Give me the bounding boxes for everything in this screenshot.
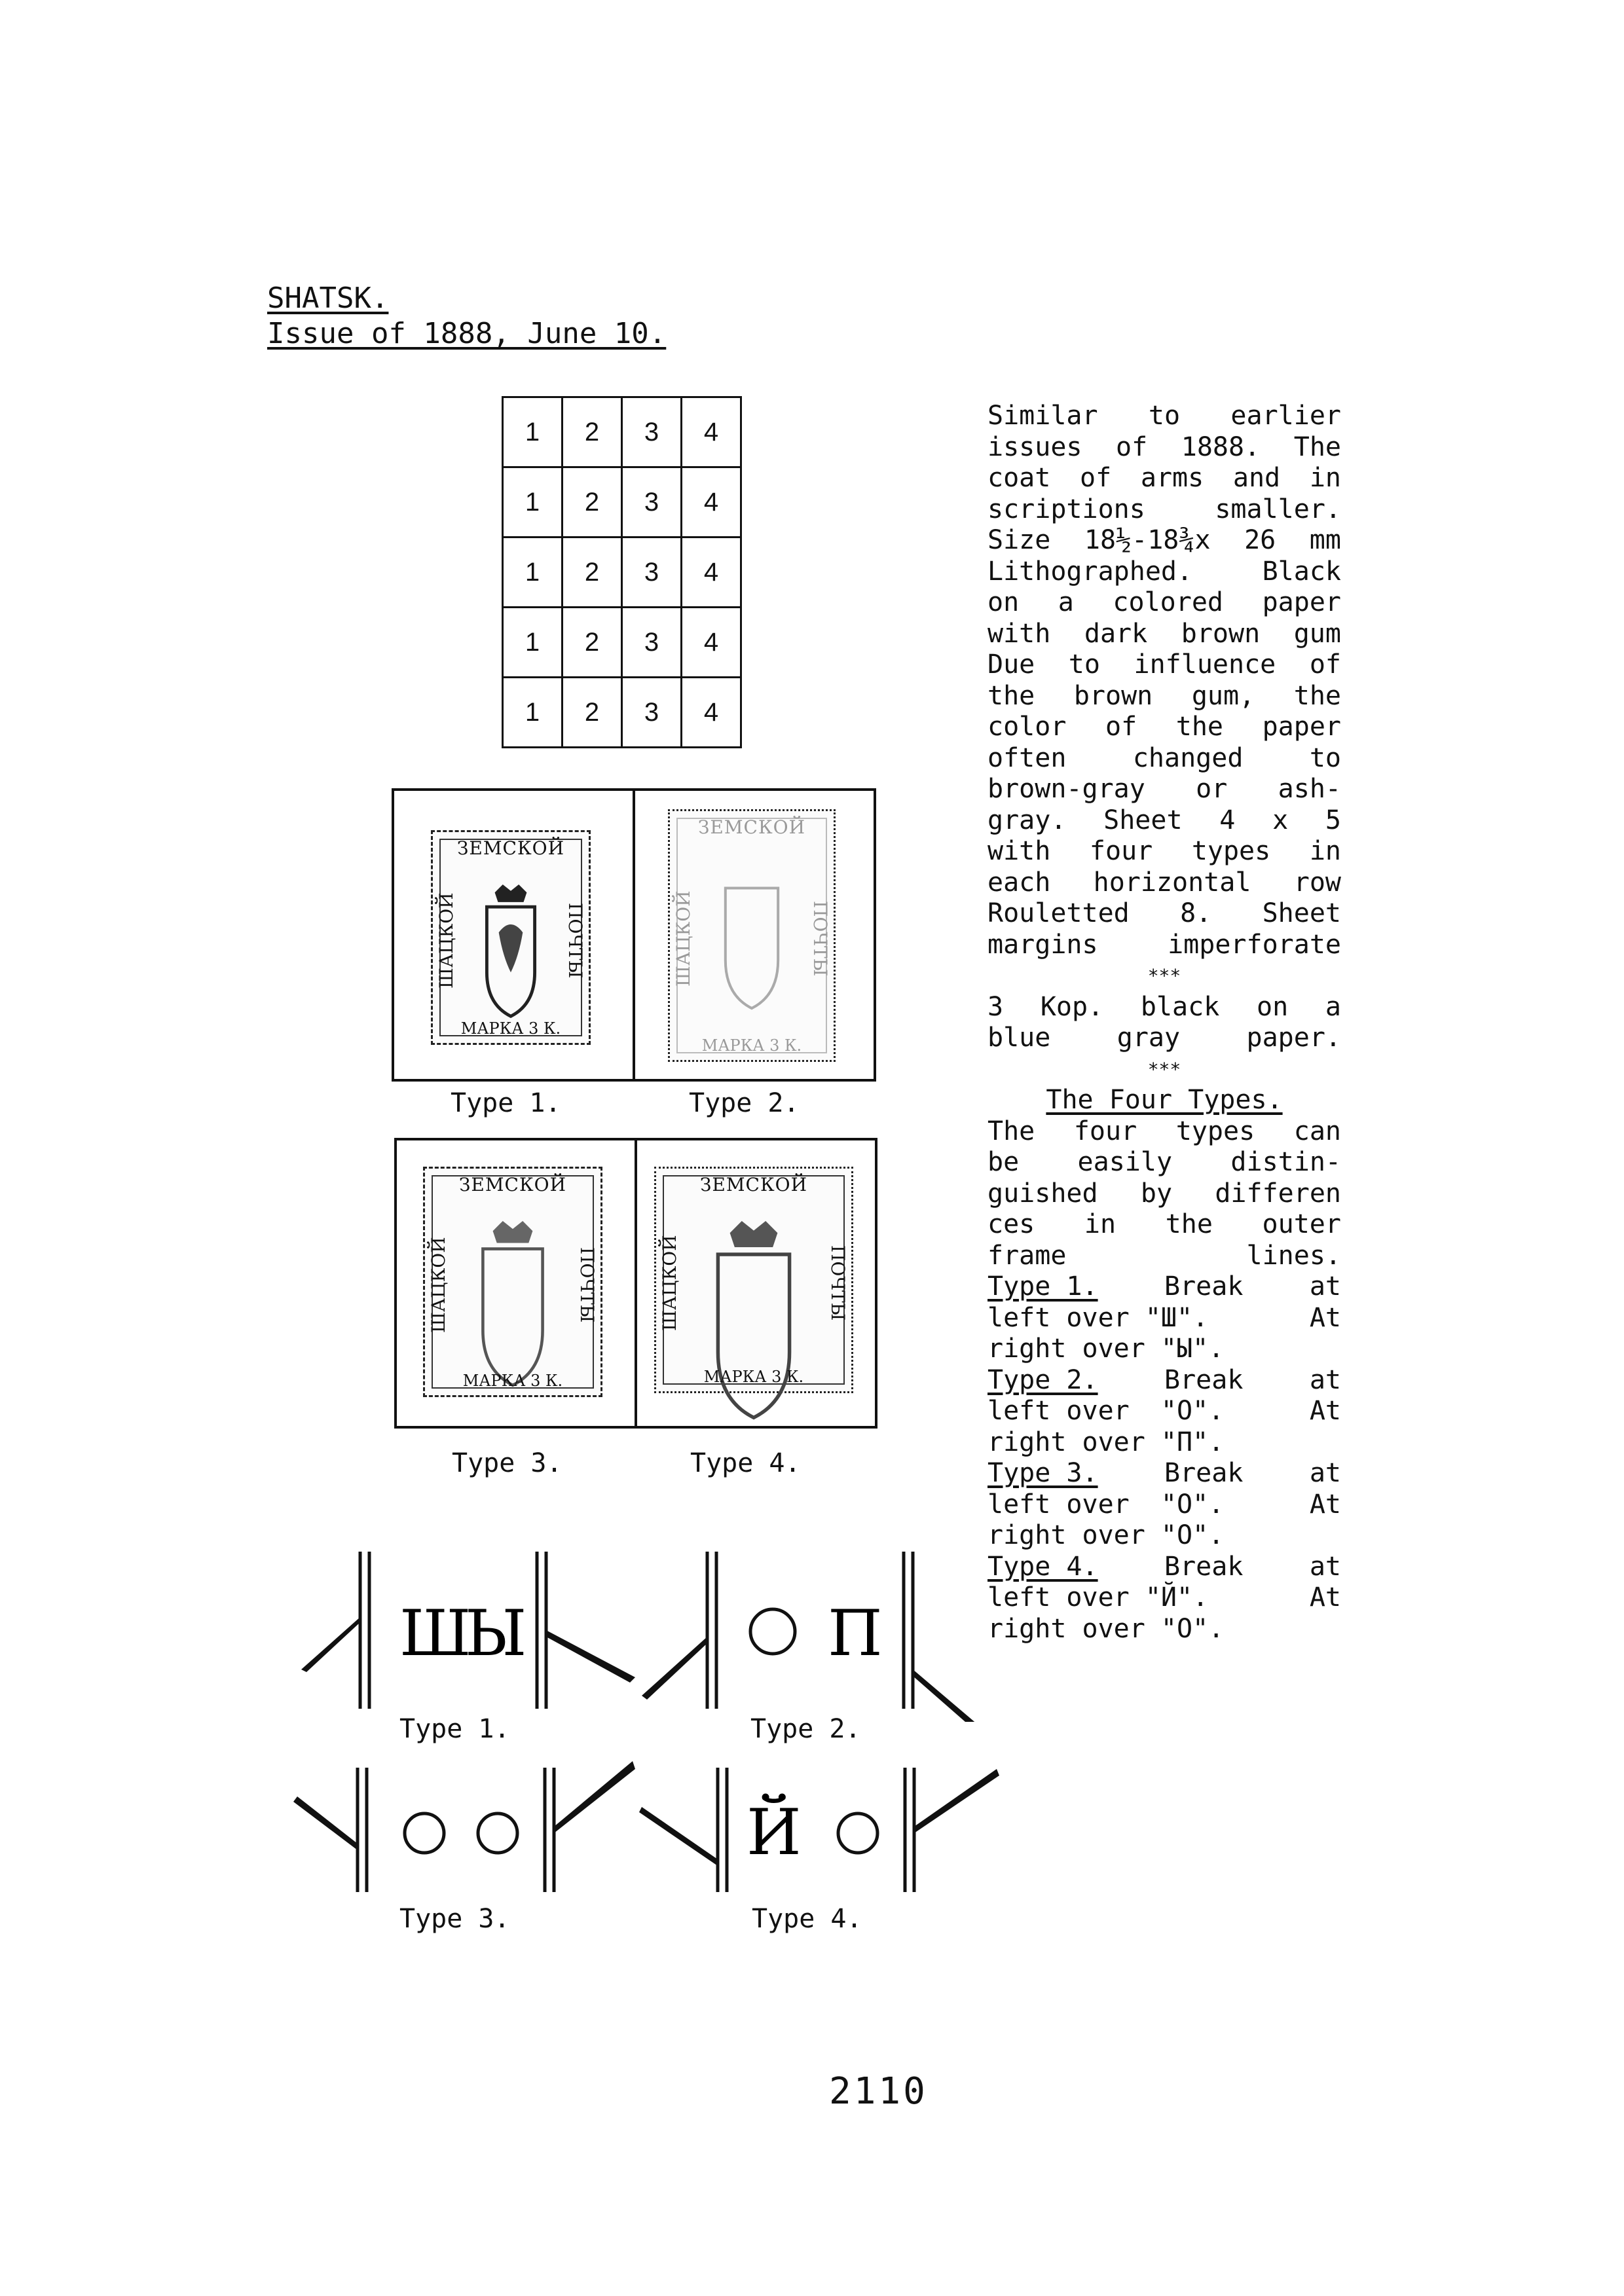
word: easily: [1077, 1147, 1173, 1177]
page-number: 2110: [829, 2070, 928, 2113]
description-line: [987, 867, 1341, 899]
coat-of-arms-icon: [708, 864, 796, 1013]
word: brown-gray: [987, 774, 1145, 804]
word: 8.: [1180, 898, 1212, 928]
word: each: [987, 867, 1051, 898]
word: black: [1140, 991, 1220, 1022]
stamp-image-type-3: [397, 1140, 635, 1426]
word: the: [987, 680, 1035, 711]
word: paper.: [1246, 1023, 1341, 1053]
word: scriptions: [987, 494, 1145, 524]
word: with: [987, 836, 1051, 866]
word: gray.: [987, 805, 1067, 835]
type-1-line-1: [987, 1271, 1341, 1303]
word: left over "Й".: [987, 1582, 1209, 1613]
stamp-bottom-text: МАРКА 3 К.: [460, 1019, 561, 1038]
sheet-layout-cell: 1: [503, 397, 563, 467]
description-line: [987, 898, 1341, 930]
word: or: [1196, 774, 1228, 804]
sheet-layout-row: [503, 397, 741, 467]
description-line: [987, 930, 1341, 961]
sheet-layout-cell: 4: [682, 678, 741, 748]
sheet-layout-row: [503, 678, 741, 748]
value-text: [987, 992, 1341, 1054]
word: horizontal: [1093, 867, 1251, 898]
word: in: [1309, 463, 1341, 493]
word: 4: [1219, 805, 1236, 835]
sheet-layout-cell: 2: [563, 397, 622, 467]
sheet-layout-cell: 2: [563, 608, 622, 678]
sheet-layout-cell: 1: [503, 538, 563, 608]
glyph-type2-right: П: [828, 1597, 883, 1670]
word: Break: [1164, 1364, 1244, 1395]
type-4-line-1: [987, 1552, 1341, 1583]
word: ash-: [1278, 774, 1341, 804]
sheet-layout-cell: 4: [682, 538, 741, 608]
word: with: [987, 618, 1051, 649]
word: the: [1175, 712, 1223, 742]
word: The: [987, 1116, 1035, 1146]
word: 3: [987, 991, 1004, 1022]
word: types: [1175, 1116, 1255, 1146]
description-line: [987, 587, 1341, 619]
word: to: [1309, 742, 1341, 773]
description-line: [987, 401, 1341, 432]
word: changed: [1132, 742, 1244, 773]
word: a: [1058, 587, 1074, 617]
word: At: [1309, 1396, 1341, 1426]
word: influence: [1134, 649, 1276, 680]
stamp-left-text: ШАЦКОЙ: [435, 892, 457, 989]
intro-line: [987, 1178, 1341, 1210]
coat-of-arms-icon: [463, 1221, 563, 1390]
word: brown: [1073, 680, 1153, 711]
word: left over "О".: [987, 1396, 1225, 1426]
word: paper: [1262, 712, 1341, 742]
stamp-left-text: ШАЦКОЙ: [673, 890, 694, 987]
word: of: [1105, 712, 1137, 742]
word: 26: [1244, 525, 1276, 555]
type-2-line-2: [987, 1396, 1341, 1427]
stamp-top-text: ЗЕМСКОЙ: [458, 1174, 567, 1195]
word: frame: [987, 1240, 1067, 1271]
word: ces: [987, 1209, 1035, 1239]
description-line: [987, 805, 1341, 837]
word: at: [1309, 1364, 1341, 1395]
sheet-layout-cell: 1: [503, 608, 563, 678]
word: at: [1309, 1458, 1341, 1488]
sheet-layout-cell: 3: [622, 467, 682, 538]
caption-type-2: Type 2.: [689, 1088, 800, 1118]
coat-of-arms-icon: [471, 884, 551, 1020]
word: coat: [987, 463, 1051, 493]
word: four: [1073, 1116, 1137, 1146]
word: At: [1309, 1489, 1341, 1520]
word: can: [1293, 1116, 1341, 1146]
word: arms: [1140, 463, 1204, 493]
stamp-right-text: ПОЧТЫ: [809, 901, 831, 977]
type-4-line-3: right over "О".: [987, 1613, 1225, 1644]
word: Break: [1164, 1271, 1244, 1302]
intro-line: [987, 1147, 1341, 1178]
sheet-layout-cell: 2: [563, 678, 622, 748]
type-3-line-3: right over "О".: [987, 1520, 1225, 1550]
caption-type-4: Type 4.: [690, 1448, 801, 1478]
word: Sheet: [1262, 898, 1341, 928]
word: in: [1309, 836, 1341, 866]
word: Kop.: [1040, 991, 1104, 1022]
sheet-layout-cell: 3: [622, 678, 682, 748]
sheet-layout-cell: 1: [503, 678, 563, 748]
stamp-bottom-text: МАРКА 3 К.: [703, 1368, 804, 1386]
sheet-layout-row: [503, 467, 741, 538]
word: earlier: [1230, 401, 1341, 431]
word: dark: [1084, 618, 1148, 649]
value-line: [987, 1023, 1341, 1054]
word: issues: [987, 431, 1082, 462]
stamp-image-type-4: [635, 1140, 875, 1426]
caption-type-1: Type 1.: [451, 1088, 561, 1118]
word: on: [987, 587, 1020, 617]
word: of: [1116, 431, 1148, 462]
description-line: [987, 712, 1341, 743]
word: At: [1309, 1302, 1341, 1333]
word: At: [1309, 1582, 1341, 1613]
word: at: [1309, 1551, 1341, 1582]
sheet-layout-cell: 4: [682, 397, 741, 467]
word: by: [1140, 1178, 1173, 1209]
stamp-image-type-2: [633, 791, 874, 1079]
word: row: [1293, 867, 1341, 898]
four-types-heading: The Four Types.: [1046, 1085, 1283, 1115]
word: color: [987, 712, 1067, 742]
stamp-top-text: ЗЕМСКОЙ: [699, 1174, 808, 1195]
word: Break: [1164, 1458, 1244, 1488]
sheet-layout-cell: 3: [622, 397, 682, 467]
stamp-image-type-1: [394, 791, 633, 1079]
description-column: [987, 401, 1341, 1645]
type-4-line-2: [987, 1582, 1341, 1614]
type-label: Type 2.: [987, 1364, 1098, 1395]
sheet-layout-row: [503, 608, 741, 678]
word: of: [1309, 649, 1341, 680]
intro-line: [987, 1241, 1341, 1272]
description-line: [987, 556, 1341, 588]
coat-of-arms-icon: [694, 1221, 813, 1423]
type-1-line-2: [987, 1303, 1341, 1334]
word: Black: [1262, 556, 1341, 587]
description-line: [987, 463, 1341, 494]
word: the: [1165, 1209, 1213, 1239]
glyph-type4-left: Й: [747, 1796, 802, 1869]
glyph-type1-left: Ш: [399, 1597, 471, 1670]
detail-caption-type-2: Type 2.: [750, 1714, 861, 1744]
description-line: [987, 681, 1341, 712]
word: mm: [1309, 525, 1341, 555]
description-line: [987, 774, 1341, 805]
word: imperforate: [1168, 929, 1341, 960]
description-line: [987, 494, 1341, 526]
word: gray: [1116, 1023, 1181, 1053]
word: paper: [1262, 587, 1341, 617]
sheet-layout-cell: 1: [503, 467, 563, 538]
detail-caption-type-3: Type 3.: [399, 1904, 510, 1934]
word: and: [1232, 463, 1281, 493]
stamp-top-text: ЗЕМСКОЙ: [456, 837, 565, 859]
word: four: [1089, 836, 1153, 866]
word: Sheet: [1103, 805, 1183, 835]
four-types-intro: [987, 1116, 1341, 1272]
separator: ***: [1147, 965, 1181, 987]
word: 5: [1325, 805, 1341, 835]
description-text: [987, 401, 1341, 960]
stamp-left-text: ШАЦКОЙ: [428, 1237, 449, 1334]
value-line: [987, 992, 1341, 1023]
word: on: [1257, 991, 1289, 1022]
separator: ***: [1147, 1058, 1181, 1080]
word: Size: [987, 525, 1051, 555]
word: Due: [987, 649, 1035, 680]
frame-break-diagram-types-1-2: [288, 1532, 1008, 1722]
stamp-right-text: ПОЧТЫ: [564, 903, 586, 979]
word: gum: [1293, 618, 1341, 649]
sheet-layout-cell: 3: [622, 538, 682, 608]
word: Lithographed.: [987, 556, 1193, 587]
sheet-layout-cell: 2: [563, 467, 622, 538]
sheet-layout-cell: 3: [622, 608, 682, 678]
description-line: [987, 649, 1341, 681]
stamp-panel-top: [392, 788, 876, 1082]
word: Similar: [987, 401, 1098, 431]
word: smaller.: [1215, 494, 1341, 524]
word: brown: [1181, 618, 1261, 649]
type-3-line-1: [987, 1458, 1341, 1489]
word: The: [1293, 431, 1341, 462]
type-descriptions: [987, 1271, 1341, 1645]
intro-line: [987, 1116, 1341, 1148]
word: of: [1080, 463, 1112, 493]
detail-caption-type-4: Type 4.: [752, 1904, 862, 1934]
stamp-bottom-text: МАРКА 3 К.: [701, 1036, 802, 1055]
four-types-heading-row: [987, 1085, 1341, 1116]
detail-caption-type-1: Type 1.: [399, 1714, 510, 1744]
sheet-layout-cell: 4: [682, 467, 741, 538]
word: the: [1293, 680, 1341, 711]
word: be: [987, 1147, 1020, 1177]
word: left over "О".: [987, 1489, 1225, 1520]
word: to: [1148, 401, 1181, 431]
frame-break-diagram-types-3-4: [288, 1741, 1008, 1905]
stamp-left-text: ШАЦКОЙ: [659, 1235, 680, 1332]
intro-line: [987, 1209, 1341, 1241]
type-3-line-2: [987, 1489, 1341, 1521]
caption-type-3: Type 3.: [452, 1448, 563, 1478]
word: guished: [987, 1178, 1098, 1209]
sheet-layout-grid: [502, 396, 742, 748]
word: 1888.: [1181, 431, 1261, 462]
type-label: Type 4.: [987, 1551, 1098, 1582]
description-line: [987, 836, 1341, 867]
stamp-bottom-text: МАРКА 3 К.: [462, 1372, 563, 1390]
stamp-panel-bottom: [394, 1138, 877, 1429]
word: Rouletted: [987, 898, 1130, 928]
type-label: Type 1.: [987, 1271, 1098, 1302]
word: blue: [987, 1023, 1051, 1053]
word: often: [987, 742, 1067, 773]
sheet-layout-cell: 2: [563, 538, 622, 608]
word: lines.: [1246, 1240, 1341, 1271]
section-title: SHATSK.: [267, 282, 389, 315]
stamp-right-text: ПОЧТЫ: [827, 1245, 849, 1321]
word: colored: [1113, 587, 1223, 617]
type-2-line-3: right over "П".: [987, 1427, 1225, 1457]
word: outer: [1262, 1209, 1341, 1239]
type-label: Type 3.: [987, 1458, 1098, 1488]
word: 18½-18¾x: [1084, 525, 1211, 555]
word: x: [1272, 805, 1289, 835]
word: Break: [1164, 1551, 1244, 1582]
word: differen: [1215, 1178, 1341, 1209]
word: gum,: [1191, 680, 1255, 711]
sheet-layout-cell: 4: [682, 608, 741, 678]
word: margins: [987, 929, 1098, 960]
description-line: [987, 619, 1341, 650]
word: types: [1191, 836, 1271, 866]
glyph-type1-right: Ы: [465, 1597, 527, 1670]
description-line: [987, 432, 1341, 464]
stamp-top-text: ЗЕМСКОЙ: [697, 816, 806, 838]
stamp-right-text: ПОЧТЫ: [576, 1247, 598, 1323]
word: at: [1309, 1271, 1341, 1302]
description-line: [987, 743, 1341, 774]
word: distin-: [1230, 1147, 1341, 1177]
description-line: [987, 525, 1341, 556]
word: in: [1084, 1209, 1116, 1239]
word: to: [1068, 649, 1100, 680]
sheet-layout-row: [503, 538, 741, 608]
word: left over "Ш".: [987, 1302, 1209, 1333]
word: a: [1325, 991, 1341, 1022]
type-2-line-1: [987, 1365, 1341, 1396]
issue-date: Issue of 1888, June 10.: [267, 317, 667, 350]
type-1-line-3: right over "Ы".: [987, 1334, 1225, 1364]
